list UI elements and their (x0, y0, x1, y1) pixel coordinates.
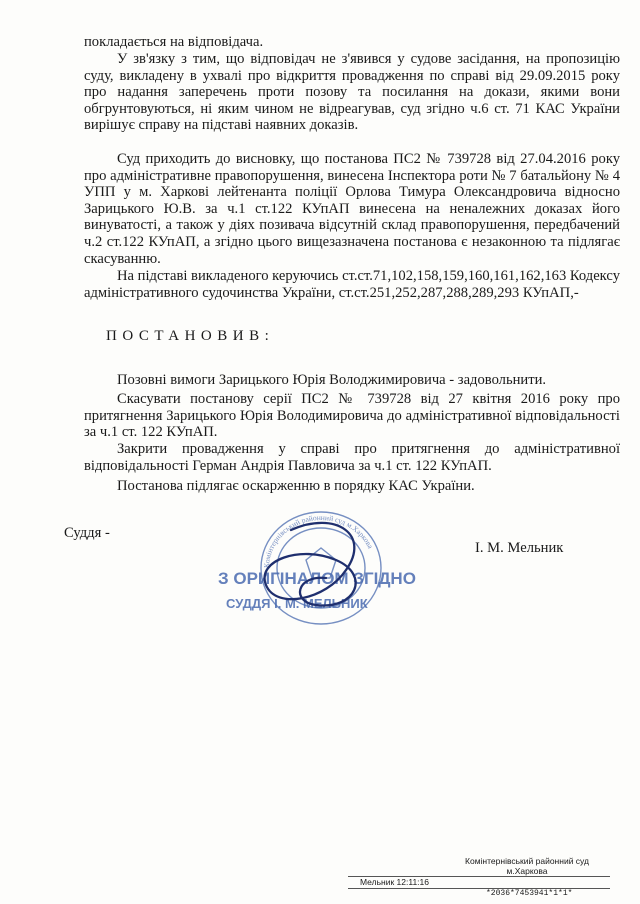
footer-court-line2: м.Харкова (506, 866, 548, 876)
footer-court-name (452, 856, 602, 876)
ruling-heading: ПОСТАНОВИВ: (106, 328, 275, 344)
signature-label: Суддя - (64, 525, 110, 541)
ruling-appeal: Постанова підлягає оскарженню в порядку КАС України. (117, 478, 475, 494)
stamp-ring-text: Комінтернівський районний суд м.Харкова (261, 512, 376, 569)
document-code: *2036*7453941*1*1* (486, 889, 573, 898)
paragraph-legal-basis: На підставі викладеного керуючись ст.ст.71,102,158,159,160,161,162,163 Кодексу адміністративного судочинства України, ст.ст.251,252,287,288,289,293 КУпАП,- (84, 268, 620, 301)
ruling-satisfy-claims: Позовні вимоги Зарицького Юрія Володжимировича - задовольнити. (117, 372, 547, 388)
footer-court-line1: Комінтернівський районний суд (465, 856, 589, 866)
judge-name: І. М. Мельник (475, 540, 564, 556)
paragraph-closing: покладається на відповідача. (84, 34, 264, 50)
paragraph-court-conclusion: Суд приходить до висновку, що постанова ПС2 № 739728 від 27.04.2016 року про адміністративне правопорушення, винесена Інспектора роти № 7 батальйону № 4 УПП у м. Харкові лейтенанта поліції Орлова Тимура Олександровича відносно Зарицького Ю.В. за ч.1 ст.122 КУпАП винесена на неналежних доказах його винуватості, а також у діях позивача відсутній склад правопорушення, передбачений ч.2 ст.122 КУпАП, а згідно цього вищезазначена постанова є незаконною та підлягає скасуванню. (84, 151, 620, 267)
ruling-cancel-decision: Скасувати постанову серії ПС2 № 739728 від 27 квітня 2016 року про притягнення Зарицького Юрія Володимировича до адміністративної відповідальності за ч.1 ст. 122 КУпАП. (84, 391, 620, 441)
court-stamp (196, 500, 446, 630)
stamp-certified-text: З ОРИГІНАЛОМ ЗГІДНО (218, 569, 416, 588)
footer-meta: Мельник 12:11:16 (360, 877, 429, 887)
stamp-judge-text: СУДДЯ І. М. МЕЛЬНИК (226, 596, 368, 611)
paragraph-defendant-absence: У зв'язку з тим, що відповідач не з'явився у судове засідання, на пропозицію суду, викладену в ухвалі про відкриття провадження по справі від 29.09.2015 року про надання заперечень проти позову та посилання на докази, якими вони обгрунтовуються, ні яким чином не відреагував, суд згідно ч.6 ст. 71 КАС України вирішує справу на підставі наявних доказів. (84, 51, 620, 134)
footer-bar (348, 876, 610, 889)
ruling-close-proceedings: Закрити провадження у справі про притягнення до адміністративної відповідальності Герман Андрія Павловича за ч.1 ст. 122 КУпАП. (84, 441, 620, 474)
